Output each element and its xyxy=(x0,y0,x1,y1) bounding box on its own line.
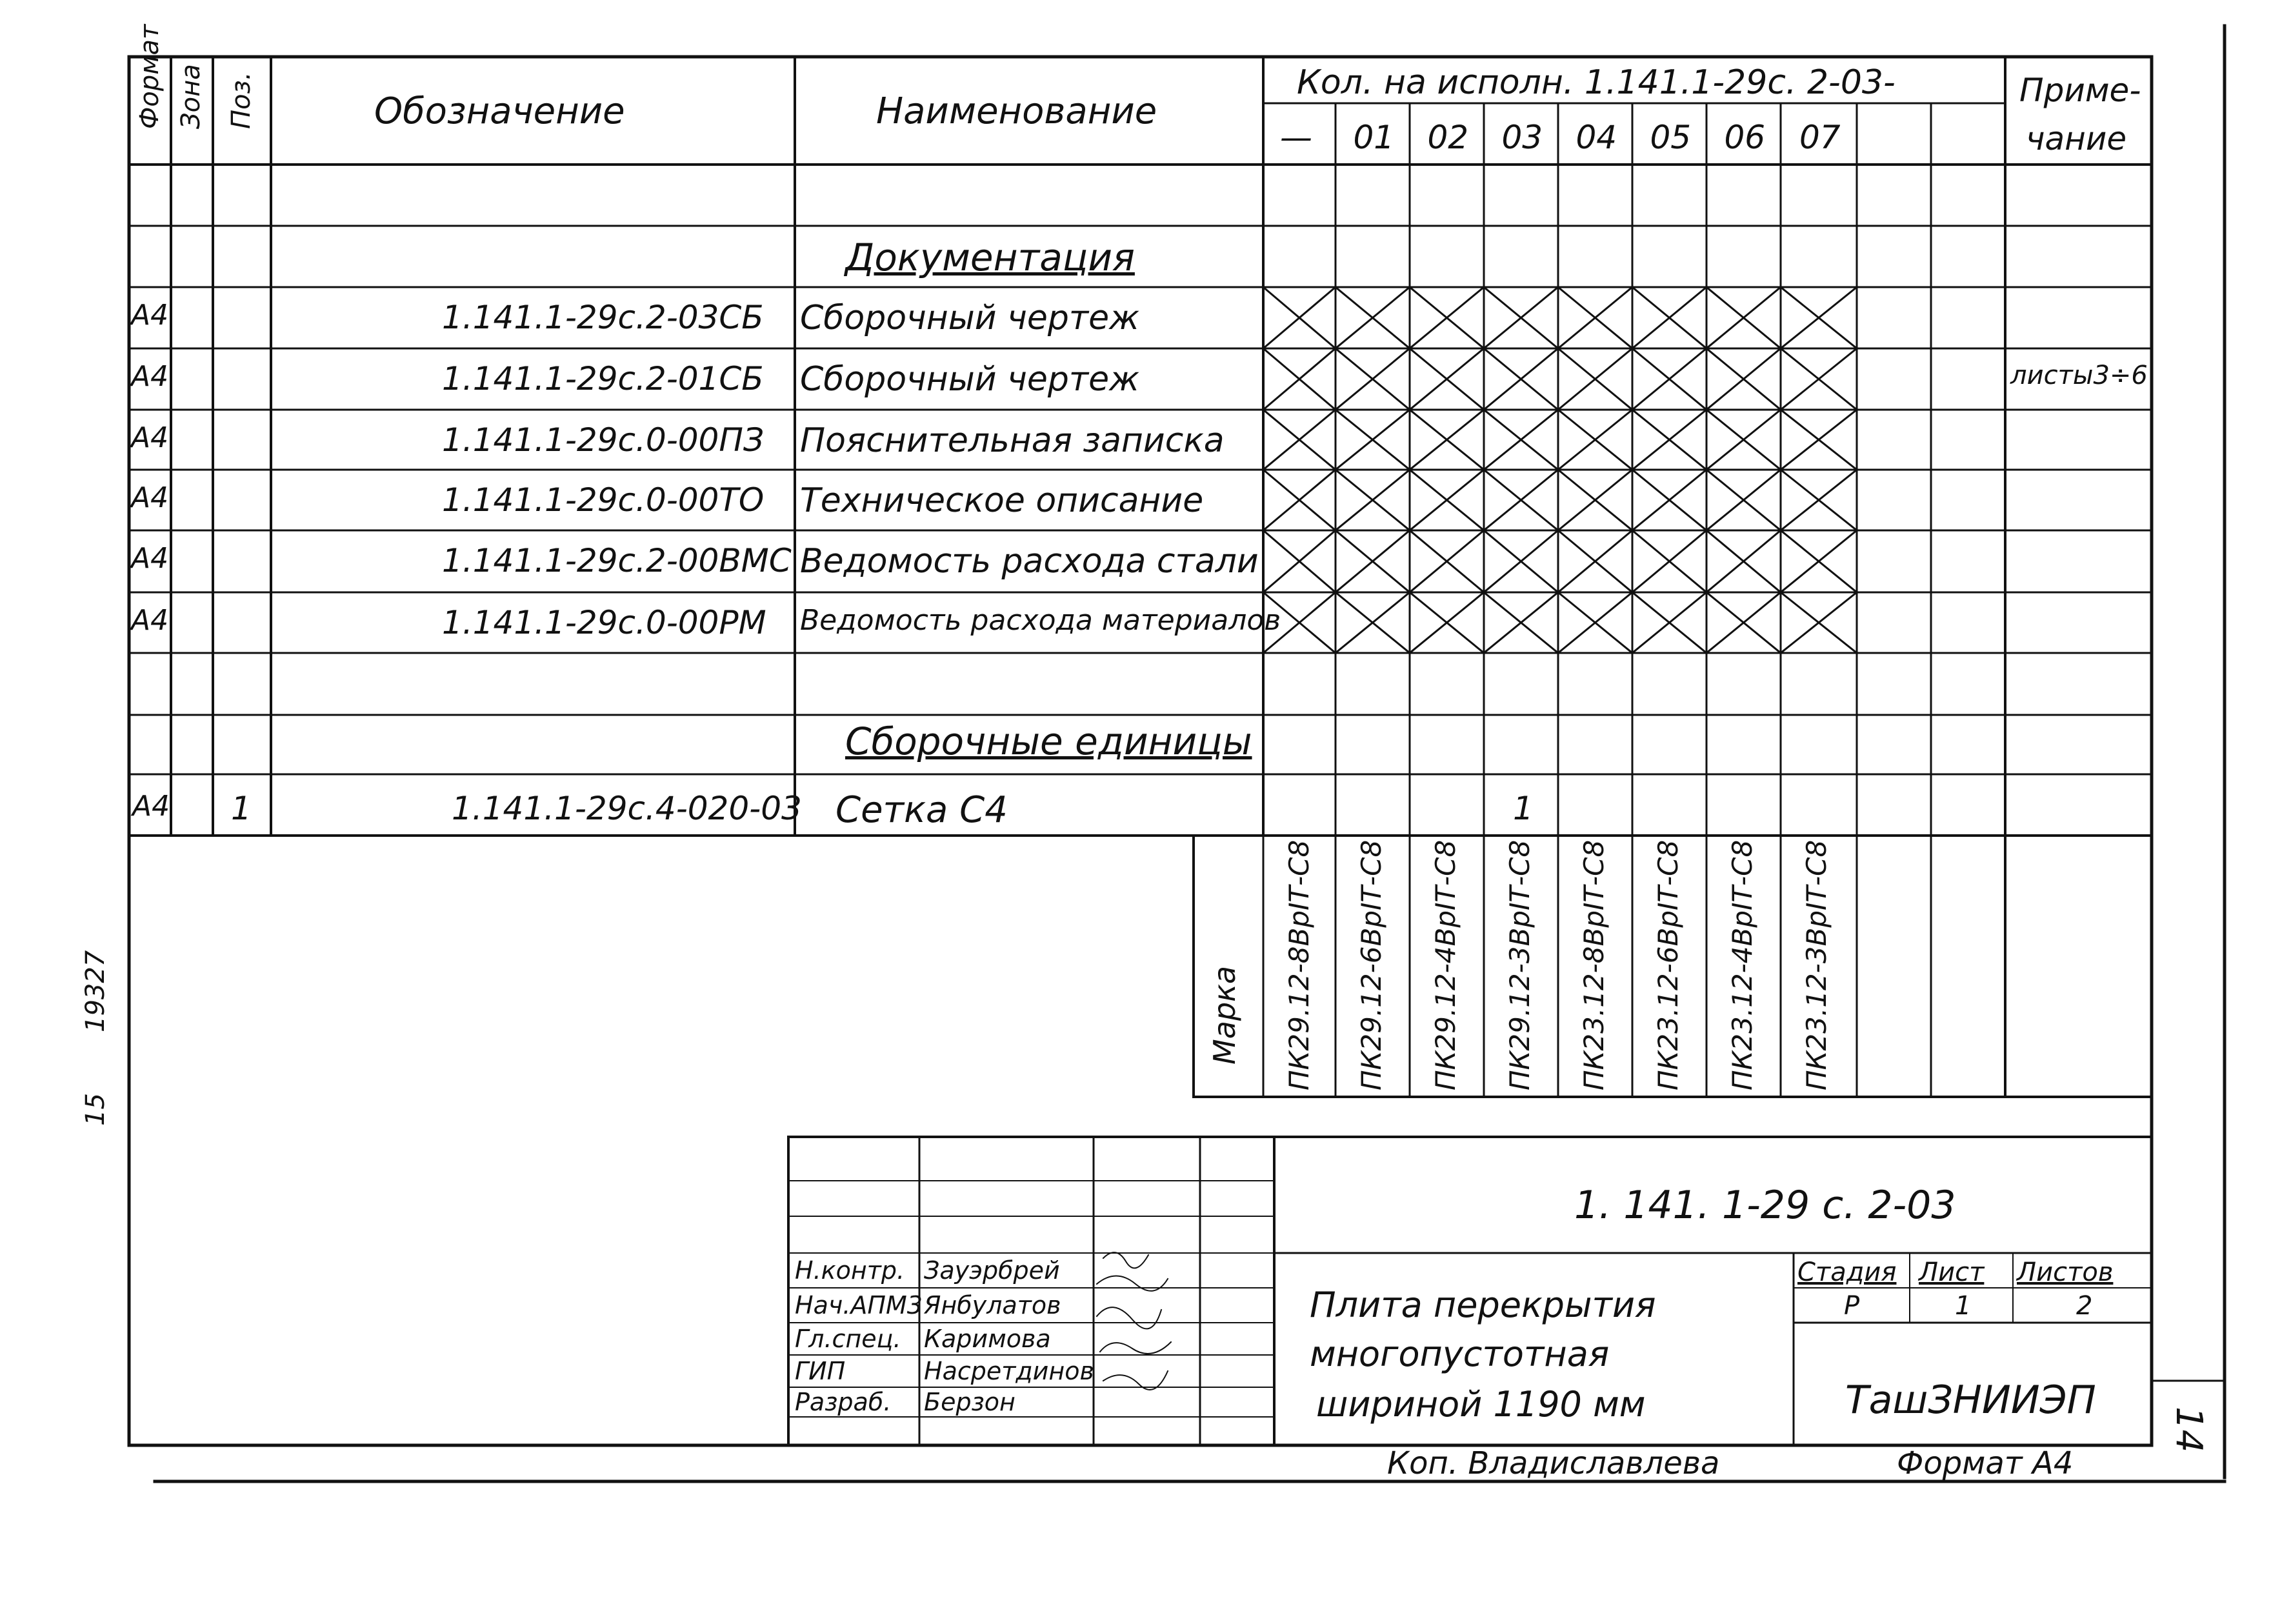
stage-value: Р xyxy=(1844,1291,1860,1321)
signature-role: Гл.спец. xyxy=(795,1325,901,1353)
title-line1: Плита перекрытия xyxy=(1310,1285,1656,1325)
doc-code: 1. 141. 1-29 с. 2-03 xyxy=(1574,1183,1956,1228)
signature-name: Янбулатов xyxy=(924,1291,1061,1319)
section-documentation: Документация xyxy=(845,236,1135,279)
title-line2: многопустотная xyxy=(1310,1334,1610,1374)
variant-header: 04 xyxy=(1576,119,1617,156)
sheets-label: Листов xyxy=(2017,1258,2114,1287)
doc-row-name: Ведомость расхода стали xyxy=(800,542,1259,581)
doc-row-format: А4 xyxy=(131,542,169,575)
variant-header: 06 xyxy=(1724,119,1766,156)
mark-item: ПК23.12-4ВрIТ-С8 xyxy=(1726,839,1758,1090)
variant-header: — xyxy=(1280,119,1312,156)
doc-row-name: Сборочный чертеж xyxy=(800,299,1139,337)
doc-row-designation: 1.141.1-29с.2-03СБ xyxy=(442,299,764,336)
doc-row-format: А4 xyxy=(131,421,169,454)
copied-by: Коп. Владиславлева xyxy=(1387,1445,1720,1481)
mark-item: ПК29.12-8ВрIТ-С8 xyxy=(1283,839,1315,1090)
sheet-label: Лист xyxy=(1919,1258,1985,1287)
signature-role: Разраб. xyxy=(795,1388,892,1416)
signature-name: Зауэрбрей xyxy=(924,1256,1060,1285)
header-qty-title: Кол. на исполн. 1.141.1-29с. 2-03- xyxy=(1297,63,1896,102)
header-pos: Поз. xyxy=(226,72,256,129)
doc-row-name: Сборочный чертеж xyxy=(800,360,1139,399)
header-name: Наименование xyxy=(876,90,1157,132)
assembly-pos: 1 xyxy=(231,790,252,827)
doc-row-designation: 1.141.1-29с.2-01СБ xyxy=(442,360,764,397)
title-line3: шириной 1190 мм xyxy=(1316,1384,1646,1425)
header-note-line1: Приме- xyxy=(2019,72,2141,109)
stage-label: Стадия xyxy=(1797,1258,1897,1287)
header-designation: Обозначение xyxy=(374,90,625,132)
assembly-qty: 1 xyxy=(1513,790,1534,827)
variant-header: 05 xyxy=(1650,119,1692,156)
doc-row-designation: 1.141.1-29с.0-00РМ xyxy=(442,604,766,641)
signature-role: ГИП xyxy=(795,1357,846,1385)
format-label: Формат А4 xyxy=(1897,1445,2074,1481)
signature-role: Нач.АПМ3 xyxy=(795,1291,923,1319)
variant-header: 01 xyxy=(1353,119,1395,156)
sheet-value: 1 xyxy=(1955,1291,1972,1321)
mark-item: ПК23.12-6ВрIТ-С8 xyxy=(1652,839,1684,1090)
signature-name: Каримова xyxy=(924,1325,1051,1353)
assembly-designation: 1.141.1-29с.4-020-03 xyxy=(452,790,802,827)
header-zone: Зона xyxy=(176,64,206,129)
signature-name: Насретдинов xyxy=(924,1357,1094,1385)
variant-header: 02 xyxy=(1427,119,1469,156)
doc-row-name: Пояснительная записка xyxy=(800,421,1225,460)
header-format: Формат xyxy=(135,24,165,129)
section-assembly-units: Сборочные единицы xyxy=(845,719,1252,763)
doc-row-format: А4 xyxy=(131,299,169,332)
variant-header: 07 xyxy=(1799,119,1841,156)
signature-role: Н.контр. xyxy=(795,1256,905,1285)
sheets-value: 2 xyxy=(2076,1291,2093,1321)
margin-small: 15 xyxy=(81,1093,110,1126)
header-note-line2: чание xyxy=(2026,120,2127,157)
doc-row-format: А4 xyxy=(131,360,169,393)
mark-item: ПК29.12-3ВрIТ-С8 xyxy=(1504,839,1536,1090)
doc-row-designation: 1.141.1-29с.2-00ВМС xyxy=(442,542,792,579)
doc-row-format: А4 xyxy=(131,481,169,514)
assembly-format: А4 xyxy=(132,790,170,823)
doc-row-designation: 1.141.1-29с.0-00ТО xyxy=(442,481,765,519)
assembly-name: Сетка С4 xyxy=(835,789,1008,831)
mark-item: ПК29.12-6ВрIТ-С8 xyxy=(1356,839,1387,1090)
doc-row-name: Техническое описание xyxy=(800,481,1204,520)
doc-row-note: листы3÷6 xyxy=(2010,361,2148,390)
organization: ТашЗНИИЭП xyxy=(1845,1378,2096,1423)
margin-number: 19327 xyxy=(81,950,110,1032)
marks-label: Марка xyxy=(1207,965,1242,1065)
doc-row-format: А4 xyxy=(131,604,169,637)
variant-header: 03 xyxy=(1501,119,1543,156)
mark-item: ПК23.12-3ВрIТ-С8 xyxy=(1801,839,1832,1090)
doc-row-name: Ведомость расхода материалов xyxy=(800,604,1281,637)
page-number: 14 xyxy=(2168,1407,2210,1453)
mark-item: ПК29.12-4ВрIТ-С8 xyxy=(1430,839,1461,1090)
mark-item: ПК23.12-8ВрIТ-С8 xyxy=(1578,839,1610,1090)
doc-row-designation: 1.141.1-29с.0-00ПЗ xyxy=(442,421,765,459)
signature-name: Берзон xyxy=(924,1388,1015,1416)
